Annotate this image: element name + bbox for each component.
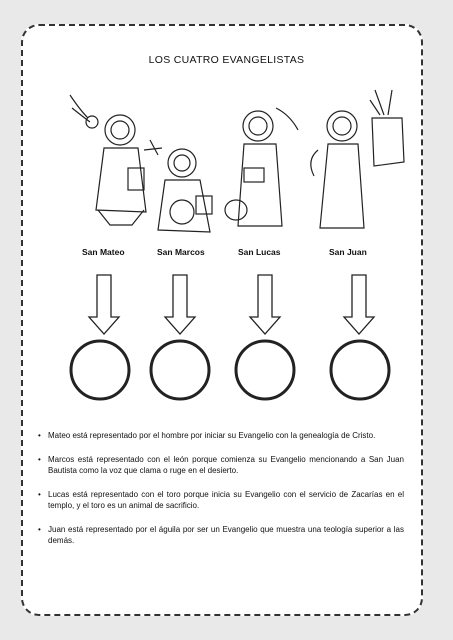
answer-circle-juan[interactable] (331, 341, 389, 399)
name-san-mateo: San Mateo (82, 247, 125, 257)
san-marcos-figure (144, 140, 212, 232)
page-title: LOS CUATRO EVANGELISTAS (148, 54, 305, 66)
description-list (38, 430, 404, 559)
list-item: • Juan está representado por el águila por ser un Evangelio que muestra una teología superior a las demás. (38, 524, 404, 546)
answer-circle-marcos[interactable] (151, 341, 209, 399)
answer-circle-lucas[interactable] (236, 341, 294, 399)
san-mateo-figure (70, 95, 146, 225)
arrow-marcos (165, 275, 195, 334)
arrow-juan (344, 275, 374, 334)
san-lucas-figure (225, 108, 298, 226)
name-san-juan: San Juan (329, 247, 367, 257)
name-san-lucas: San Lucas (238, 247, 281, 257)
answer-circle-mateo[interactable] (71, 341, 129, 399)
arrow-mateo (89, 275, 119, 334)
list-item: • Mateo está representado por el hombre por iniciar su Evangelio con la genealogía de Cristo. (38, 430, 404, 441)
name-san-marcos: San Marcos (157, 247, 205, 257)
list-item: • Marcos está representado con el león porque comienza su Evangelio mencionando a San Juan Bautista como la voz que clama o ruge en el desierto. (38, 454, 404, 476)
list-item: • Lucas está representado con el toro porque inicia su Evangelio con el servicio de Zacarías en el templo, y el toro es un animal de sacrificio. (38, 489, 404, 511)
san-juan-figure (311, 90, 404, 228)
arrow-lucas (250, 275, 280, 334)
